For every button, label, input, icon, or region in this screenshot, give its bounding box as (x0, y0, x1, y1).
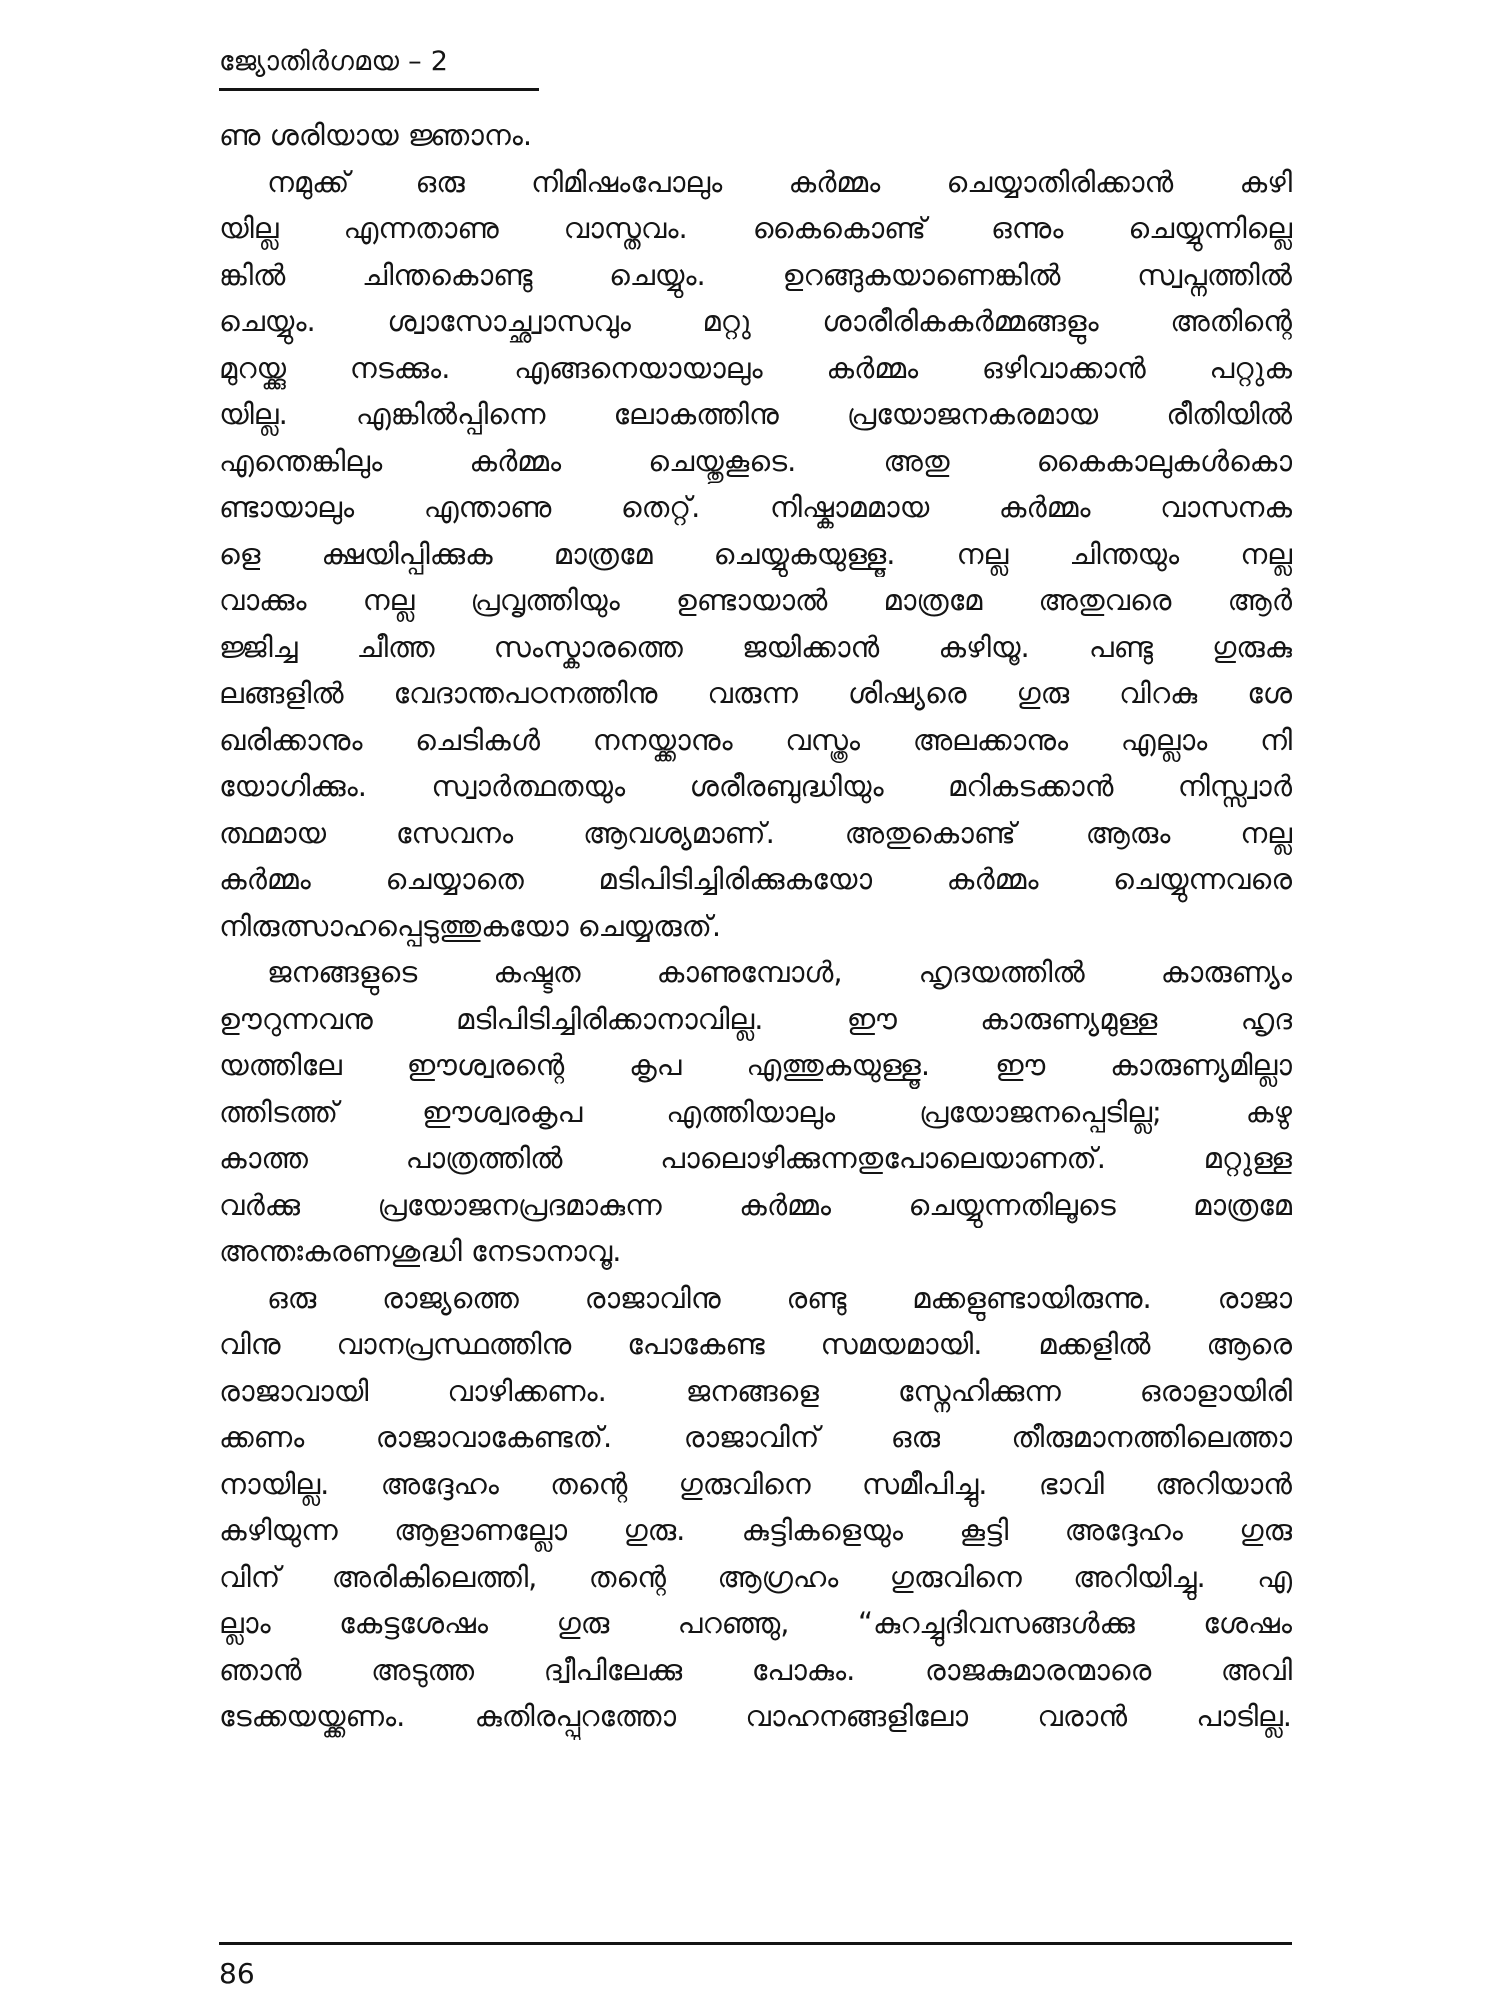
text-line: ഒരു രാജ്യത്തെ രാജാവിനു രണ്ടു മക്കളുണ്ടായിരുന്നു. രാജാ (267, 1280, 1292, 1315)
text-line: ജനങ്ങളുടെ കഷ്ടത കാണുമ്പോൾ, ഹൃദയത്തിൽ കാരുണ്യം (267, 955, 1292, 989)
text-line: നായില്ല. അദ്ദേഹം തന്റെ ഗുരുവിനെ സമീപിച്ചു. ഭാവി അറിയാൻ (219, 1466, 1292, 1501)
text-line: വിന് അരികിലെത്തി, തന്റെ ആഗ്രഹം ഗുരുവിനെ അറിയിച്ചു. എ (219, 1559, 1292, 1594)
text-line: ടേക്കയയ്ക്കണം. കുതിരപ്പുറത്തോ വാഹനങ്ങളിലോ വരാൻ പാടില്ല. (219, 1699, 1292, 1733)
page-header (219, 44, 539, 91)
text-line: മുറയ്ക്കു നടക്കും. എങ്ങനെയായാലും കർമ്മം ഒഴിവാക്കാൻ പറ്റുക (219, 350, 1292, 385)
text-line: യില്ല എന്നതാണു വാസ്തവം. കൈകൊണ്ട് ഒന്നും ചെയ്യുന്നില്ലെ (219, 211, 1292, 245)
text-line: നിരുത്സാഹപ്പെടുത്തുകയോ ചെയ്യരുത്. (219, 908, 722, 943)
text-line: വർക്കു പ്രയോജനപ്രദമാകുന്ന കർമ്മം ചെയ്യുന്നതിലൂടെ മാത്രമേ (219, 1187, 1292, 1222)
text-line: കഴിയുന്ന ആളാണല്ലോ ഗുരു. കുട്ടികളെയും കൂട്ടി അദ്ദേഹം ഗുരു (219, 1513, 1292, 1547)
text-line: വാക്കും നല്ല പ്രവൃത്തിയും ഉണ്ടായാൽ മാത്രമേ അതുവരെ ആർ (219, 583, 1292, 617)
text-line: ങ്കിൽ ചിന്തകൊണ്ടു ചെയ്യും. ഉറങ്ങുകയാണെങ്കിൽ സ്വപ്നത്തിൽ (219, 257, 1292, 292)
text-line: രാജാവായി വാഴിക്കണം. ജനങ്ങളെ സ്നേഹിക്കുന്ന ഒരാളായിരി (219, 1373, 1292, 1408)
text-line: ത്തിടത്ത് ഈശ്വരകൃപ എത്തിയാലും പ്രയോജനപ്പെടില്ല; കഴു (219, 1094, 1292, 1129)
text-line: ത്ഥമായ സേവനം ആവശ്യമാണ്. അതുകൊണ്ട് ആരും നല്ല (219, 815, 1292, 850)
text-line: നമുക്ക് ഒരു നിമിഷംപോലും കർമ്മം ചെയ്യാതിരിക്കാൻ കഴി (267, 164, 1292, 199)
text-line: ക്കണം രാജാവാകേണ്ടത്. രാജാവിന് ഒരു തീരുമാനത്തിലെത്താ (219, 1420, 1292, 1454)
text-line: എന്തെങ്കിലും കർമ്മം ചെയ്തുകൂടെ. അതു കൈകാലുകൾകൊ (219, 443, 1292, 478)
text-line: ല്ലാം കേട്ടശേഷം ഗുരു പറഞ്ഞു, “കുറച്ചുദിവസങ്ങൾക്കു ശേഷം (219, 1606, 1292, 1640)
text-line: ലങ്ങളിൽ വേദാന്തപഠനത്തിനു വരുന്ന ശിഷ്യരെ ഗുരു വിറകു ശേ (219, 676, 1292, 710)
header-rule (219, 88, 539, 91)
text-line: ണ്ടായാലും എന്താണു തെറ്റ്. നിഷ്കാമമായ കർമ്മം വാസനക (219, 490, 1292, 524)
text-line: ചെയ്യും. ശ്വാസോച്ഛ്വാസവും മറ്റു ശാരീരികകർമ്മങ്ങളും അതിന്റെ (219, 304, 1292, 338)
text-line: യോഗിക്കും. സ്വാർത്ഥതയും ശരീരബുദ്ധിയും മറികടക്കാൻ നിസ്സ്വാർ (219, 769, 1292, 803)
text-line: കാത്ത പാത്രത്തിൽ പാലൊഴിക്കുന്നതുപോലെയാണത്. മറ്റുള്ള (219, 1141, 1292, 1175)
text-line: ണു ശരിയായ ജ്ഞാനം. (219, 118, 533, 152)
text-line: ളെ ക്ഷയിപ്പിക്കുക മാത്രമേ ചെയ്യുകയുള്ളൂ. നല്ല ചിന്തയും നല്ല (219, 536, 1292, 571)
page-number: 86 (219, 1957, 255, 1990)
running-title: ജ്യോതിർഗമയ – 2 (219, 46, 449, 77)
text-line: യത്തിലേ ഈശ്വരന്റെ കൃപ എത്തുകയുള്ളൂ. ഈ കാരുണ്യമില്ലാ (219, 1048, 1292, 1082)
text-line: ഞാൻ അടുത്ത ദ്വീപിലേക്കു പോകും. രാജകുമാരന്മാരെ അവി (219, 1652, 1292, 1687)
text-line: കർമ്മം ചെയ്യാതെ മടിപിടിച്ചിരിക്കുകയോ കർമ്മം ചെയ്യുന്നവരെ (219, 862, 1292, 896)
text-line: അന്തഃകരണശുദ്ധി നേടാനാവൂ. (219, 1234, 622, 1268)
text-line: ജ്ജിച്ച ചീത്ത സംസ്കാരത്തെ ജയിക്കാൻ കഴിയൂ. പണ്ടു ഗുരുകു (219, 629, 1292, 664)
text-line: ഖരിക്കാനും ചെടികൾ നനയ്ക്കാനും വസ്ത്രം അലക്കാനും എല്ലാം നി (219, 722, 1292, 757)
text-line: ഊറുന്നവനു മടിപിടിച്ചിരിക്കാനാവില്ല. ഈ കാരുണ്യമുള്ള ഹൃദ (219, 1001, 1292, 1036)
text-line: വിനു വാനപ്രസ്ഥത്തിനു പോകേണ്ട സമയമായി. മക്കളിൽ ആരെ (219, 1327, 1292, 1361)
footer-rule (219, 1942, 1292, 1945)
body-text (219, 112, 1292, 1740)
text-line: യില്ല. എങ്കിൽപ്പിന്നെ ലോകത്തിനു പ്രയോജനകരമായ രീതിയിൽ (219, 397, 1292, 431)
